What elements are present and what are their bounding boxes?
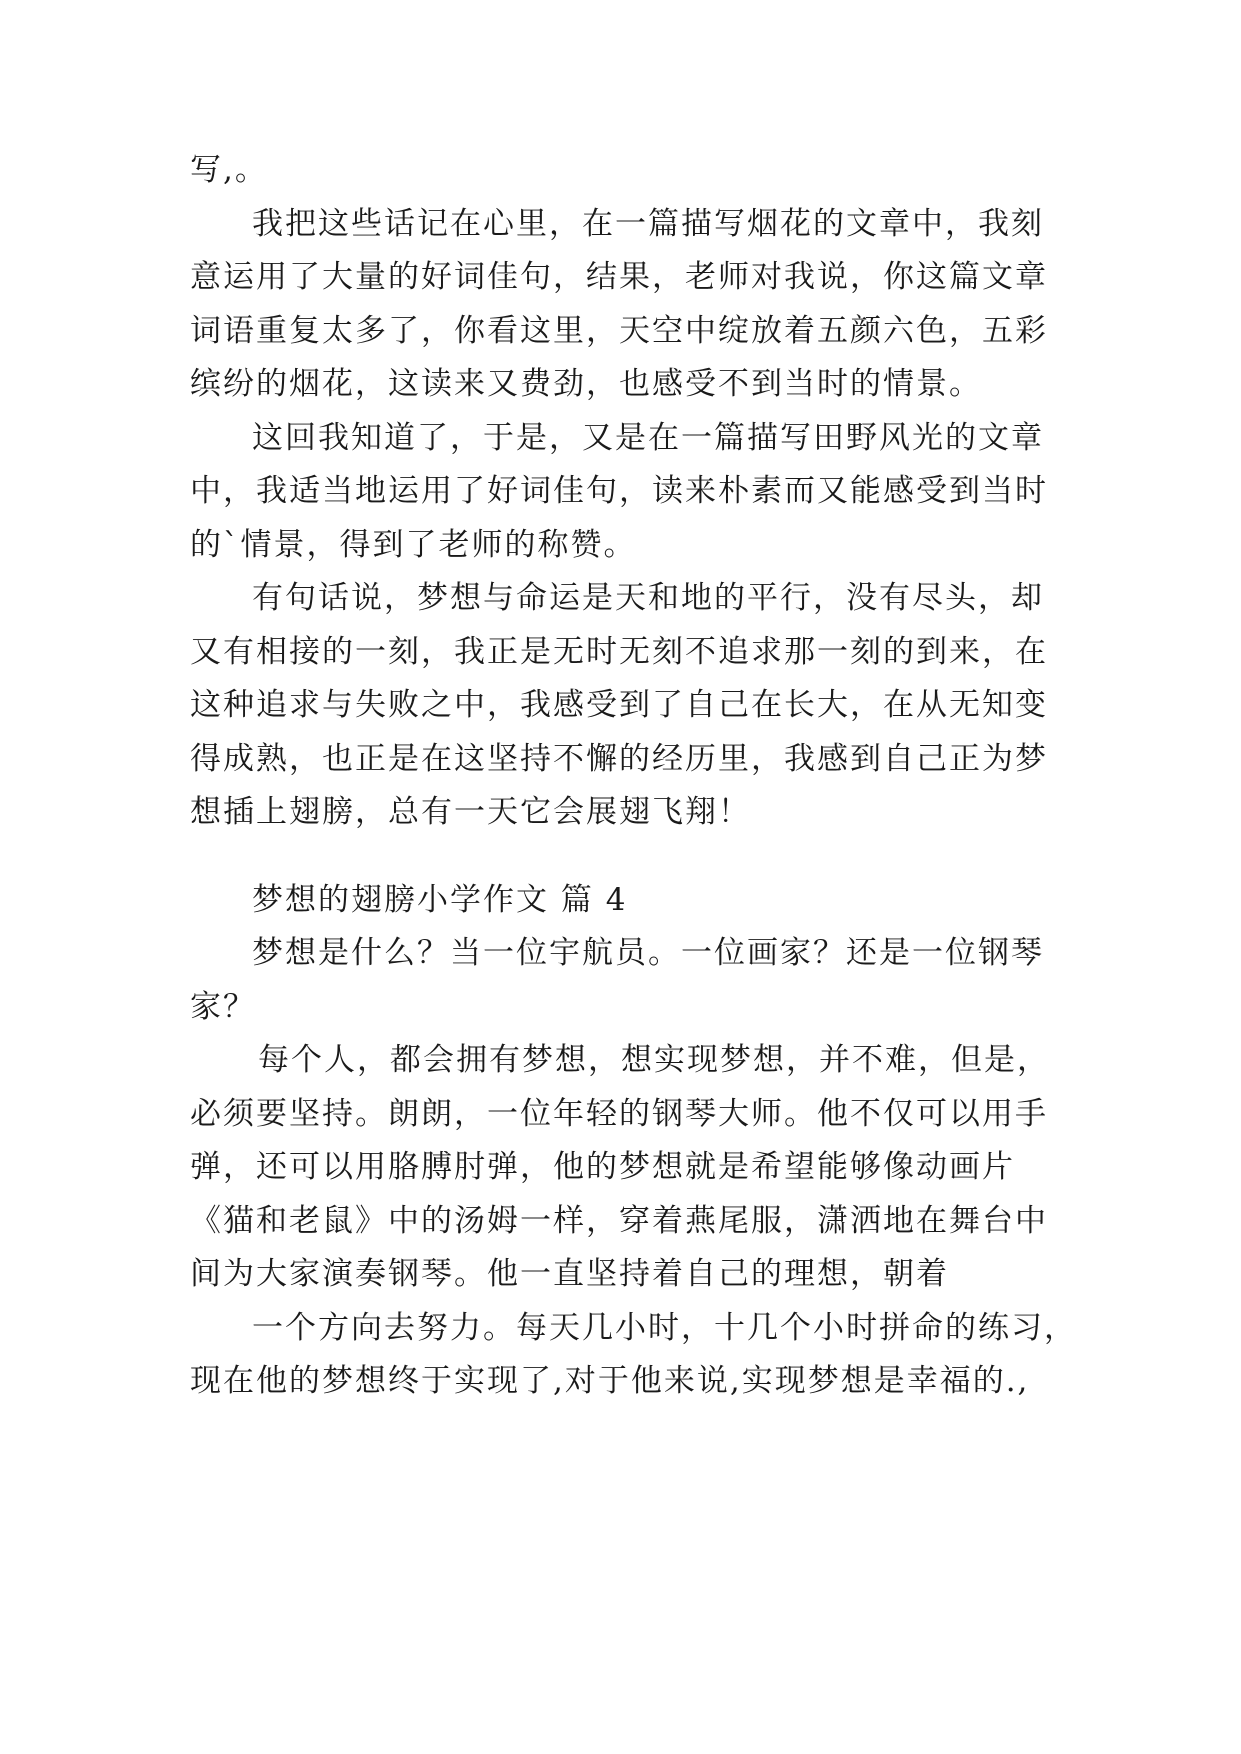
text-line: 意运用了大量的好词佳句，结果，老师对我说，你这篇文章 — [190, 259, 1048, 295]
text-line: 想插上翅膀，总有一天它会展翅飞翔！ — [190, 794, 751, 830]
text-line: 写,。 — [190, 152, 268, 188]
text-line: 我把这些话记在心里，在一篇描写烟花的文章中，我刻 — [252, 206, 1044, 242]
text-line: 一个方向去努力。每天几小时，十几个小时拼命的练习， — [252, 1310, 1077, 1346]
text-line: 这回我知道了，于是，又是在一篇描写田野风光的文章 — [252, 420, 1044, 456]
text-line: 间为大家演奏钢琴。他一直坚持着自己的理想，朝着 — [190, 1256, 949, 1292]
text-line: 这种追求与失败之中，我感受到了自己在长大，在从无知变 — [190, 687, 1048, 723]
text-line: 《猫和老鼠》中的汤姆一样，穿着燕尾服，潇洒地在舞台中 — [190, 1203, 1048, 1239]
text-line: 又有相接的一刻，我正是无时无刻不追求那一刻的到来，在 — [190, 634, 1048, 670]
text-line: 每个人，都会拥有梦想，想实现梦想，并不难，但是， — [258, 1042, 1050, 1078]
text-line: 得成熟，也正是在这坚持不懈的经历里，我感到自己正为梦 — [190, 741, 1048, 777]
text-line: 词语重复太多了，你看这里，天空中绽放着五颜六色，五彩 — [190, 313, 1048, 349]
text-line: 现在他的梦想终于实现了,对于他来说,实现梦想是幸福的., — [190, 1363, 1030, 1399]
text-line: 弹，还可以用胳膊肘弹，他的梦想就是希望能够像动画片 — [190, 1149, 1015, 1185]
text-line: 中，我适当地运用了好词佳句，读来朴素而又能感受到当时 — [190, 473, 1048, 509]
section-heading: 梦想的翅膀小学作文 篇 4 — [252, 882, 628, 918]
text-line: 梦想是什么？当一位宇航员。一位画家？还是一位钢琴 — [252, 935, 1044, 971]
text-line: 缤纷的烟花，这读来又费劲，也感受不到当时的情景。 — [190, 366, 982, 402]
text-line: 有句话说，梦想与命运是天和地的平行，没有尽头，却 — [252, 580, 1044, 616]
text-line: 的`情景，得到了老师的称赞。 — [190, 527, 637, 563]
text-line: 家？ — [190, 989, 256, 1025]
text-line: 必须要坚持。朗朗，一位年轻的钢琴大师。他不仅可以用手 — [190, 1096, 1048, 1132]
